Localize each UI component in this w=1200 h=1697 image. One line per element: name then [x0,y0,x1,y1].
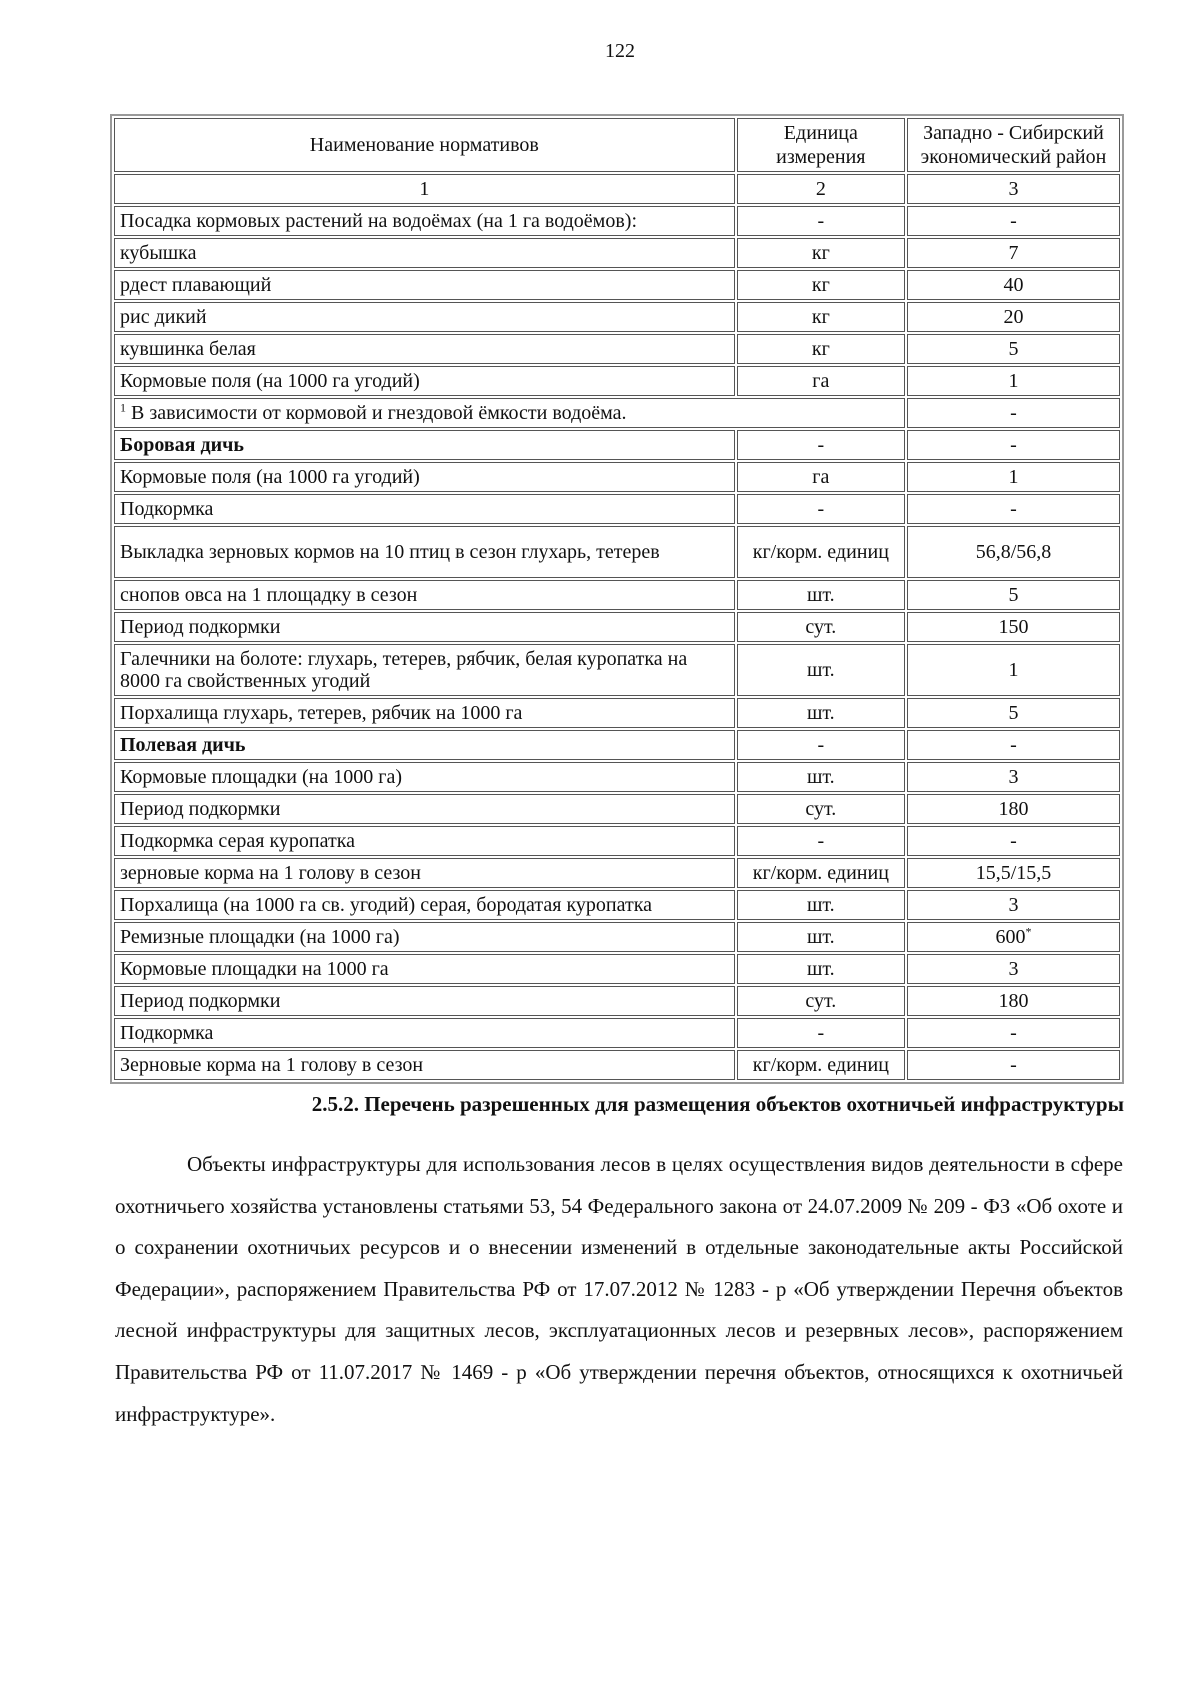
row-unit: - [737,730,905,760]
row-name: снопов овса на 1 площадку в сезон [114,580,735,610]
table-row [114,986,1120,1016]
row-value [907,526,1120,578]
row-value-text: 150 [998,616,1029,638]
row-unit: кг [737,238,905,268]
row-value-text: 3 [1008,894,1019,916]
row-unit: - [737,430,905,460]
row-value [907,890,1120,920]
row-name: Зерновые корма на 1 голову в сезон [114,1050,735,1080]
row-unit: - [737,206,905,236]
row-value [907,366,1120,396]
row-unit: шт. [737,890,905,920]
row-value-text: 180 [998,798,1029,820]
norms-table [110,114,1124,1084]
row-unit: кг/корм. единиц [737,1050,905,1080]
row-name: Галечники на болоте: глухарь, тетерев, рябчик, белая куропатка на 8000 га свойственных угодий [114,644,735,696]
table-row [114,730,1120,760]
table-row [114,462,1120,492]
header-unit: Единица измерения [737,118,905,172]
row-value [907,270,1120,300]
table-row [114,826,1120,856]
row-unit: сут. [737,986,905,1016]
row-value [907,922,1120,952]
table-row [114,494,1120,524]
row-value-text: 56,8/56,8 [975,541,1052,563]
row-unit: - [737,1018,905,1048]
row-value [907,1050,1120,1080]
row-name: Кормовые поля (на 1000 га угодий) [114,366,735,396]
row-name: Период подкормки [114,794,735,824]
row-name: Выкладка зерновых кормов на 10 птиц в сезон глухарь, тетерев [114,526,735,578]
row-value-text: 1 [1008,466,1019,488]
row-unit: шт. [737,954,905,984]
row-name: Посадка кормовых растений на водоёмах (на 1 га водоёмов): [114,206,735,236]
table-row [114,580,1120,610]
row-name: Кормовые площадки на 1000 га [114,954,735,984]
row-unit: шт. [737,762,905,792]
column-number-row [114,174,1120,204]
table-row [114,698,1120,728]
row-unit: сут. [737,794,905,824]
row-value [907,494,1120,524]
row-value-text: - [1010,734,1017,756]
row-unit: кг [737,270,905,300]
row-value [907,302,1120,332]
row-unit: - [737,826,905,856]
table-row [114,612,1120,642]
row-value-text: - [1010,830,1017,852]
column-number: 1 [114,174,735,204]
row-name: Подкормка [114,1018,735,1048]
row-unit: шт. [737,922,905,952]
row-value [907,794,1120,824]
header-name: Наименование нормативов [114,118,735,172]
row-value-text: 5 [1008,338,1019,360]
table-row [114,890,1120,920]
row-value [907,954,1120,984]
table-row [114,206,1120,236]
row-name: Кормовые поля (на 1000 га угодий) [114,462,735,492]
row-name: Порхалища (на 1000 га св. угодий) серая, бородатая куропатка [114,890,735,920]
table-row [114,238,1120,268]
row-value [907,762,1120,792]
row-value-text: 15,5/15,5 [975,862,1052,884]
table-row [114,334,1120,364]
row-value [907,698,1120,728]
footnote-cell [114,398,905,428]
row-value [907,986,1120,1016]
table-row [114,954,1120,984]
row-name: Полевая дичь [114,730,735,760]
row-value-text: 5 [1008,584,1019,606]
row-value-text: - [1010,434,1017,456]
table-row [114,366,1120,396]
footnote-mark: 1 [120,400,126,415]
row-value [907,858,1120,888]
row-value [907,1018,1120,1048]
row-value [907,430,1120,460]
table-row [114,302,1120,332]
row-value [907,612,1120,642]
table-header-row [114,118,1120,172]
row-value-text: - [1010,210,1017,232]
row-unit: сут. [737,612,905,642]
row-name: зерновые корма на 1 голову в сезон [114,858,735,888]
table-row [114,398,1120,428]
row-unit: - [737,494,905,524]
row-name: Боровая дичь [114,430,735,460]
row-value-text: - [1010,498,1017,520]
row-value [907,826,1120,856]
row-unit: кг/корм. единиц [737,858,905,888]
row-value-text: 3 [1008,958,1019,980]
row-name: Подкормка [114,494,735,524]
row-name: Кормовые площадки (на 1000 га) [114,762,735,792]
row-value [907,206,1120,236]
row-value-text: 180 [998,990,1029,1012]
table-row [114,794,1120,824]
row-name: Период подкормки [114,612,735,642]
row-value-text: 5 [1008,702,1019,724]
row-name: Ремизные площадки (на 1000 га) [114,922,735,952]
row-unit: шт. [737,698,905,728]
row-unit: кг [737,334,905,364]
row-value-text: 20 [1003,306,1024,328]
table-row [114,526,1120,578]
table-row [114,922,1120,952]
row-unit: кг/корм. единиц [737,526,905,578]
row-value-text: 1 [1008,659,1019,681]
row-value [907,398,1120,428]
row-name: кувшинка белая [114,334,735,364]
table-row [114,1018,1120,1048]
row-value-text: 40 [1003,274,1024,296]
row-value-text: - [1010,1054,1017,1076]
body-paragraph: Объекты инфраструктуры для использования лесов в целях осуществления видов деятельности в сфере охотничьего хозяйства установлены статьями 53, 54 Федерального закона от 24.07.2009 № 209 - ФЗ «Об охоте и о сохранении охотничьих ресурсов и о внесении изменений в отдельные законодательные акты Российской Федерации», распоряжением Правительства РФ от 17.07.2012 № 1283 - р «Об утверждении Перечня объектов лесной инфраструктуры для защитных лесов, эксплуатационных лесов и резервных лесов», распоряжением Правительства РФ от 11.07.2017 № 1469 - р «Об утверждении перечня объектов, относящихся к охотничьей инфраструктуре». [115,1152,1123,1426]
page-number: 122 [605,40,635,62]
row-value-text: 600 [995,926,1026,948]
row-name: Порхалища глухарь, тетерев, рябчик на 1000 га [114,698,735,728]
column-number: 2 [737,174,905,204]
row-name: Подкормка серая куропатка [114,826,735,856]
row-value [907,730,1120,760]
table-row [114,644,1120,696]
table-row [114,762,1120,792]
column-number: 3 [907,174,1120,204]
value-mark: * [1025,924,1032,939]
row-value-text: 7 [1008,242,1019,264]
row-value [907,238,1120,268]
row-value [907,580,1120,610]
section-heading: 2.5.2. Перечень разрешенных для размещения объектов охотничьей инфраструктуры [311,1092,1124,1116]
row-name: кубышка [114,238,735,268]
row-value-text: - [1010,1022,1017,1044]
row-unit: шт. [737,580,905,610]
footnote-text: В зависимости от кормовой и гнездовой ёмкости водоёма. [131,402,627,424]
table-row [114,1050,1120,1080]
row-unit: га [737,366,905,396]
row-value-text: - [1010,402,1017,424]
row-value [907,334,1120,364]
row-value [907,462,1120,492]
header-region: Западно - Сибирский экономический район [907,118,1120,172]
row-name: Период подкормки [114,986,735,1016]
row-unit: га [737,462,905,492]
table-row [114,430,1120,460]
table-row [114,270,1120,300]
row-value-text: 1 [1008,370,1019,392]
table-row [114,858,1120,888]
row-value-text: 3 [1008,766,1019,788]
row-name: рис дикий [114,302,735,332]
row-value [907,644,1120,696]
row-unit: шт. [737,644,905,696]
row-name: рдест плавающий [114,270,735,300]
row-unit: кг [737,302,905,332]
